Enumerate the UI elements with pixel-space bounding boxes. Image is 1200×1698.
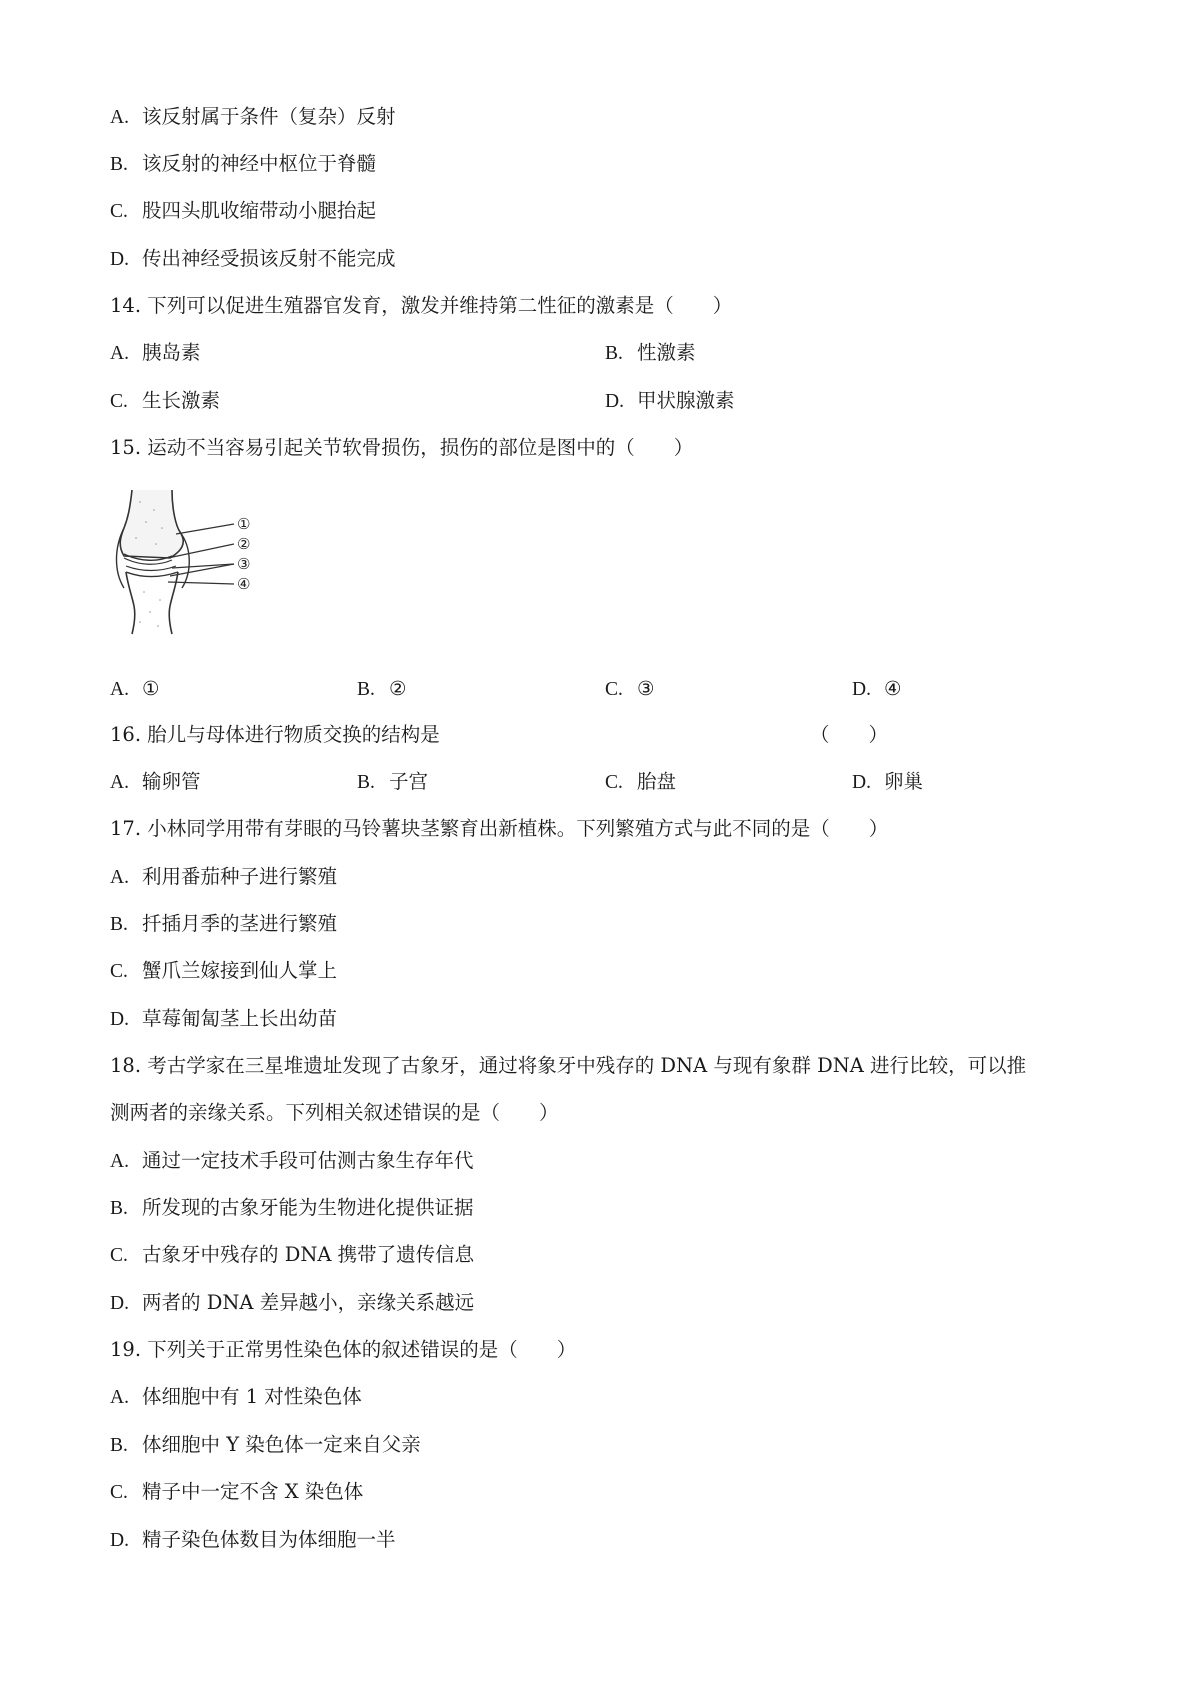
option-text: 精子中一定不含 X 染色体	[142, 1480, 364, 1503]
option-text: 体细胞中 Y 染色体一定来自父亲	[142, 1433, 421, 1456]
option-text: ②	[389, 677, 407, 700]
option-text: 胰岛素	[142, 341, 201, 364]
q16-option-b	[357, 769, 428, 796]
option-text: 胎盘	[637, 770, 677, 793]
option-text: 两者的 DNA 差异越小，亲缘关系越远	[142, 1291, 475, 1314]
knee-joint-figure	[110, 488, 280, 636]
q17-option-c	[110, 958, 337, 985]
option-letter: B.	[605, 343, 623, 364]
q16-answer-paren: （ ）	[810, 723, 889, 746]
q18-option-d	[110, 1290, 474, 1317]
q19-option-c	[110, 1479, 363, 1506]
q18-stem-line-2: 测两者的亲缘关系。下列相关叙述错误的是（ ）	[110, 1101, 559, 1124]
option-text: 生长激素	[142, 389, 221, 412]
q15-stem: 15. 运动不当容易引起关节软骨损伤，损伤的部位是图中的（ ）	[110, 436, 694, 459]
q13-option-c	[110, 198, 376, 225]
option-text: ④	[884, 677, 902, 700]
option-letter: B.	[110, 914, 128, 935]
option-text: 卵巢	[884, 770, 924, 793]
figure-label-4: ④	[237, 575, 251, 593]
option-text: 股四头肌收缩带动小腿抬起	[142, 199, 377, 222]
q18-stem-line-1: 18. 考古学家在三星堆遗址发现了古象牙，通过将象牙中残存的 DNA 与现有象群 DNA 进行比较，可以推	[110, 1054, 1027, 1077]
option-letter: D.	[110, 249, 129, 270]
q16-option-a	[110, 769, 201, 796]
q14-option-b	[605, 340, 696, 367]
q17-stem: 17. 小林同学用带有芽眼的马铃薯块茎繁育出新植株。下列繁殖方式与此不同的是（ ）	[110, 817, 889, 840]
option-letter: A.	[110, 107, 129, 128]
q19-option-a	[110, 1384, 362, 1411]
option-letter: C.	[110, 391, 128, 412]
option-letter: A.	[110, 867, 129, 888]
option-letter: B.	[110, 154, 128, 175]
option-text: 通过一定技术手段可估测古象生存年代	[142, 1149, 474, 1172]
option-letter: A.	[110, 1387, 129, 1408]
q17-option-b	[110, 911, 337, 938]
option-letter: A.	[110, 772, 129, 793]
q15-option-b	[357, 676, 406, 703]
option-letter: B.	[357, 772, 375, 793]
option-text: 体细胞中有 1 对性染色体	[142, 1385, 362, 1408]
option-letter: C.	[605, 772, 623, 793]
option-text: 精子染色体数目为体细胞一半	[142, 1528, 396, 1551]
knee-joint-diagram	[110, 488, 280, 636]
figure-label-2: ②	[237, 535, 251, 553]
option-text: 该反射的神经中枢位于脊髓	[142, 152, 377, 175]
option-text: 所发现的古象牙能为生物进化提供证据	[142, 1196, 474, 1219]
q15-option-a	[110, 676, 159, 703]
option-letter: C.	[605, 679, 623, 700]
q17-option-d	[110, 1006, 337, 1033]
option-letter: D.	[110, 1009, 129, 1030]
q13-option-b	[110, 151, 376, 178]
option-letter: C.	[110, 1245, 128, 1266]
option-letter: D.	[852, 772, 871, 793]
option-text: 该反射属于条件（复杂）反射	[142, 105, 396, 128]
q19-stem: 19. 下列关于正常男性染色体的叙述错误的是（ ）	[110, 1338, 577, 1361]
q15-option-d	[852, 676, 901, 703]
option-letter: C.	[110, 961, 128, 982]
option-letter: D.	[110, 1293, 129, 1314]
option-text: 扦插月季的茎进行繁殖	[142, 912, 338, 935]
option-text: 子宫	[389, 770, 429, 793]
option-letter: D.	[110, 1530, 129, 1551]
option-letter: A.	[110, 343, 129, 364]
option-text: 蟹爪兰嫁接到仙人掌上	[142, 959, 338, 982]
q18-option-b	[110, 1195, 474, 1222]
q16-option-d	[852, 769, 923, 796]
option-text: ①	[142, 677, 160, 700]
q19-option-b	[110, 1432, 421, 1459]
option-letter: A.	[110, 679, 129, 700]
option-letter: B.	[110, 1435, 128, 1456]
option-letter: C.	[110, 201, 128, 222]
q13-option-a	[110, 104, 396, 131]
figure-label-3: ③	[237, 555, 251, 573]
option-letter: D.	[852, 679, 871, 700]
figure-label-1: ①	[237, 515, 251, 533]
q13-option-d	[110, 246, 396, 273]
option-letter: B.	[357, 679, 375, 700]
q19-option-d	[110, 1527, 396, 1554]
option-text: 甲状腺激素	[637, 389, 735, 412]
q15-option-c	[605, 676, 654, 703]
q14-option-d	[605, 388, 735, 415]
option-text: ③	[637, 677, 655, 700]
q18-option-a	[110, 1148, 474, 1175]
q18-option-c	[110, 1242, 474, 1269]
q14-stem: 14. 下列可以促进生殖器官发育，激发并维持第二性征的激素是（ ）	[110, 294, 733, 317]
q14-option-c	[110, 388, 220, 415]
option-letter: C.	[110, 1482, 128, 1503]
option-letter: A.	[110, 1151, 129, 1172]
option-letter: B.	[110, 1198, 128, 1219]
option-text: 草莓匍匐茎上长出幼苗	[142, 1007, 338, 1030]
q14-option-a	[110, 340, 201, 367]
q17-option-a	[110, 864, 337, 891]
option-letter: D.	[605, 391, 624, 412]
q16-option-c	[605, 769, 676, 796]
option-text: 输卵管	[142, 770, 201, 793]
option-text: 传出神经受损该反射不能完成	[142, 247, 396, 270]
option-text: 古象牙中残存的 DNA 携带了遗传信息	[142, 1243, 475, 1266]
option-text: 性激素	[637, 341, 696, 364]
option-text: 利用番茄种子进行繁殖	[142, 865, 338, 888]
q16-stem: 16. 胎儿与母体进行物质交换的结构是	[110, 723, 440, 746]
